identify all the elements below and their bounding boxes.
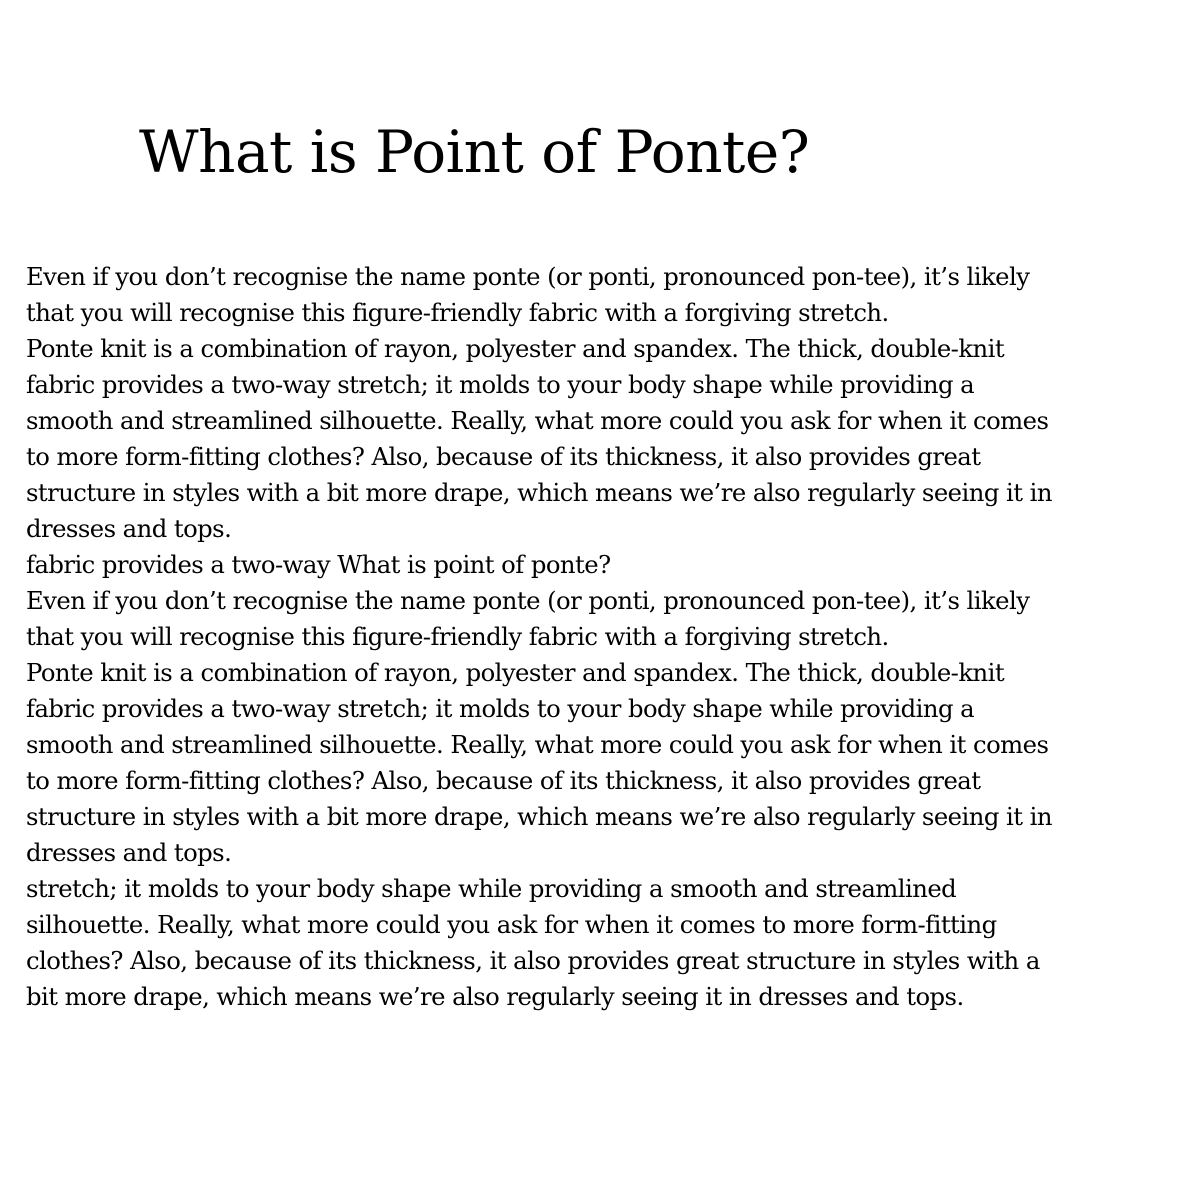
text-line: fabric provides a two-way What is point of ponte?: [26, 550, 611, 579]
text-line: structure in styles with a bit more drape, which means we’re also regularly seeing it in: [26, 802, 1052, 831]
text-line: Ponte knit is a combination of rayon, polyester and spandex. The thick, double-knit: [26, 334, 1005, 363]
text-line: Ponte knit is a combination of rayon, polyester and spandex. The thick, double-knit: [26, 658, 1005, 687]
text-line: Even if you don’t recognise the name ponte (or ponti, pronounced pon-tee), it’s likely: [26, 262, 1030, 291]
text-line: that you will recognise this figure-friendly fabric with a forgiving stretch.: [26, 622, 889, 651]
text-line: to more form-fitting clothes? Also, because of its thickness, it also provides great: [26, 442, 981, 471]
text-line: smooth and streamlined silhouette. Really, what more could you ask for when it comes: [26, 406, 1049, 435]
body-text: [26, 259, 1186, 1015]
text-line: dresses and tops.: [26, 514, 232, 543]
text-line: smooth and streamlined silhouette. Really, what more could you ask for when it comes: [26, 730, 1049, 759]
text-line: structure in styles with a bit more drape, which means we’re also regularly seeing it in: [26, 478, 1052, 507]
text-line: to more form-fitting clothes? Also, because of its thickness, it also provides great: [26, 766, 981, 795]
text-line: dresses and tops.: [26, 838, 232, 867]
text-line: stretch; it molds to your body shape while providing a smooth and streamlined: [26, 874, 957, 903]
text-line: bit more drape, which means we’re also regularly seeing it in dresses and tops.: [26, 982, 964, 1011]
text-line: Even if you don’t recognise the name ponte (or ponti, pronounced pon-tee), it’s likely: [26, 586, 1030, 615]
page-title: What is Point of Ponte?: [139, 118, 810, 186]
text-line: fabric provides a two-way stretch; it molds to your body shape while providing a: [26, 694, 975, 723]
text-line: that you will recognise this figure-friendly fabric with a forgiving stretch.: [26, 298, 889, 327]
text-line: silhouette. Really, what more could you ask for when it comes to more form-fitting: [26, 910, 997, 939]
text-line: clothes? Also, because of its thickness, it also provides great structure in styles with a: [26, 946, 1040, 975]
text-line: fabric provides a two-way stretch; it molds to your body shape while providing a: [26, 370, 975, 399]
